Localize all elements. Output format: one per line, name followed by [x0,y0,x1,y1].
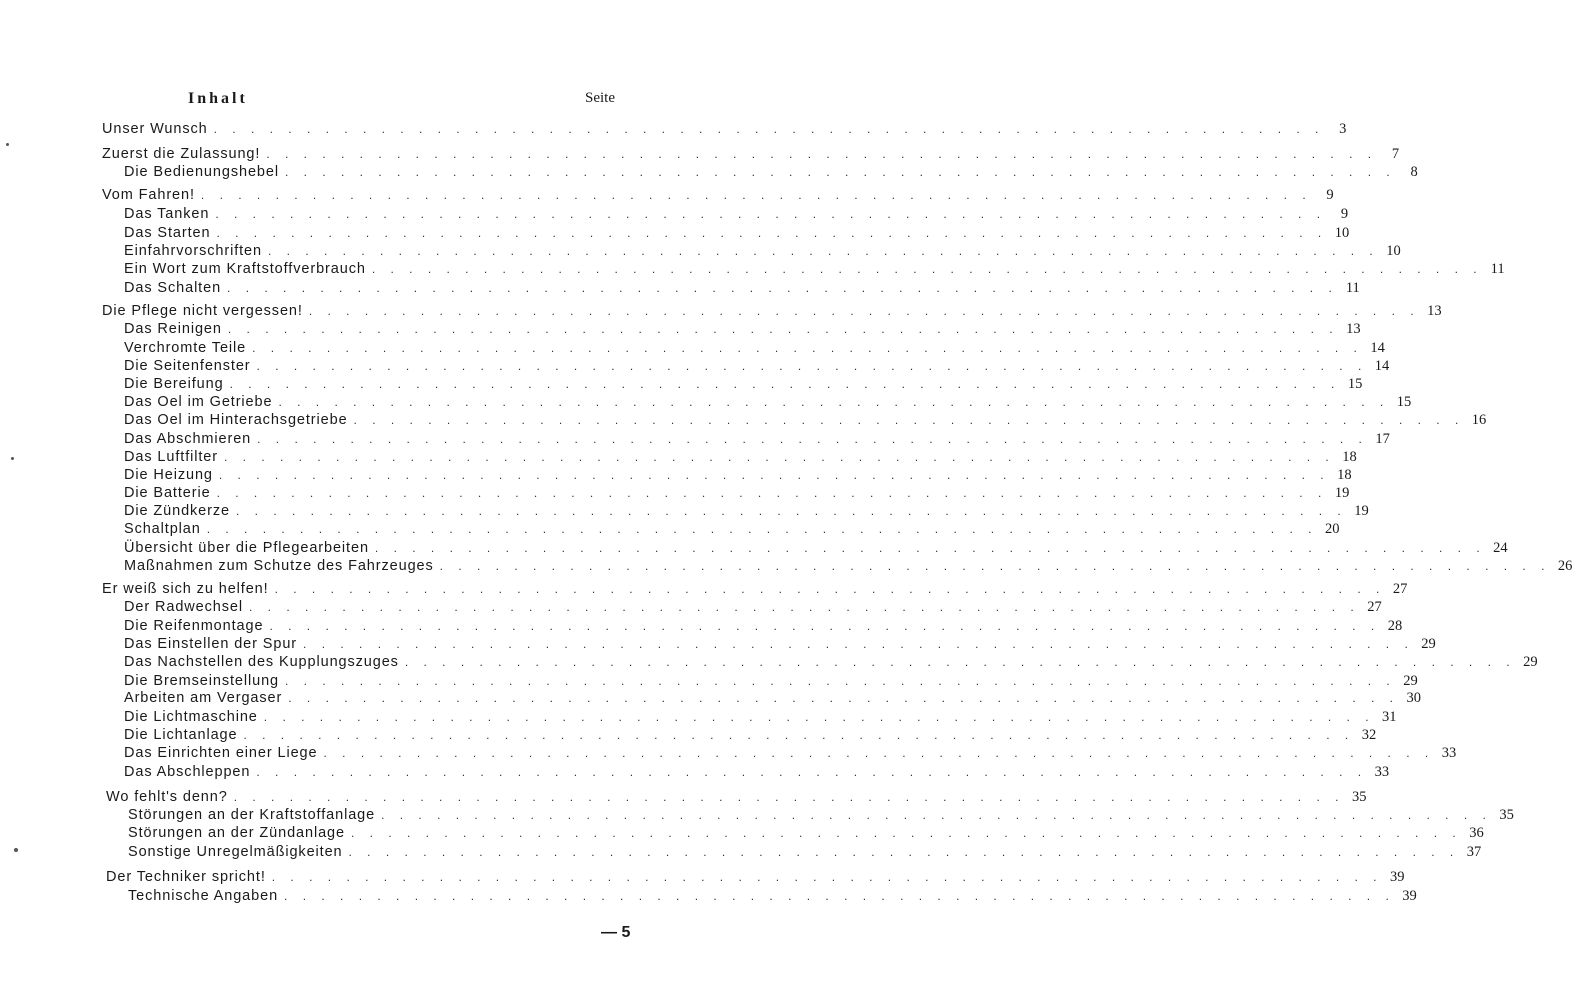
toc-entry [124,654,1538,674]
toc-entry [124,727,1377,747]
dot-leader: . . . . . . . . . . . . . . . . . . . . . . . . . . . . . . . . . . . . . . . . . . . . . . . . . . . . . . . . . . . . [303,637,1414,651]
toc-entry-label: Das Reinigen [124,321,228,337]
dot-leader: . . . . . . . . . . . . . . . . . . . . . . . . . . . . . . . . . . . . . . . . . . . . . . . . . . . . . . . . . . . . [227,281,1338,295]
toc-entry-label: Verchromte Teile [124,340,252,356]
toc-entry [102,303,1442,323]
toc-entry-label: Sonstige Unregelmäßigkeiten [128,844,349,860]
toc-entry-label: Die Reifenmontage [124,618,269,634]
toc-entry [124,321,1361,341]
toc-entry-page: 39 [1402,888,1417,904]
toc-entry-label: Die Heizung [124,467,219,483]
dot-leader: . . . . . . . . . . . . . . . . . . . . . . . . . . . . . . . . . . . . . . . . . . . . . . . . . . . . . . . . . . . . [206,522,1318,536]
dot-leader: . . . . . . . . . . . . . . . . . . . . . . . . . . . . . . . . . . . . . . . . . . . . . . . . . . . . . . . . . . . . [248,600,1360,614]
toc-entry-label: Das Abschleppen [124,764,256,780]
toc-entry-page: 9 [1326,187,1334,203]
toc-entry [124,709,1397,729]
toc-entry-label: Störungen an der Kraftstoffanlage [128,807,381,823]
toc-entry [124,206,1349,226]
scan-speck [11,457,14,460]
dot-leader: . . . . . . . . . . . . . . . . . . . . . . . . . . . . . . . . . . . . . . . . . . . . . . . . . . . . . . . . . . . . [274,582,1386,596]
dot-leader: . . . . . . . . . . . . . . . . . . . . . . . . . . . . . . . . . . . . . . . . . . . . . . . . . . . . . . . . . . . . [350,826,1462,840]
toc-entry-label: Das Oel im Hinterachsgetriebe [124,412,354,428]
dot-leader: . . . . . . . . . . . . . . . . . . . . . . . . . . . . . . . . . . . . . . . . . . . . . . . . . . . . . . . . . . . . [323,746,1435,760]
dot-leader: . . . . . . . . . . . . . . . . . . . . . . . . . . . . . . . . . . . . . . . . . . . . . . . . . . . . . . . . . . . . [216,486,1328,500]
toc-entry-label: Das Schalten [124,280,227,296]
dot-leader: . . . . . . . . . . . . . . . . . . . . . . . . . . . . . . . . . . . . . . . . . . . . . . . . . . . . . . . . . . . . [348,845,1460,859]
toc-entry-label: Einfahrvorschriften [124,243,268,259]
toc-entry-page: 28 [1387,618,1403,634]
toc-entry-page: 31 [1382,709,1397,725]
toc-title: Inhalt [188,90,248,107]
toc-entry-label: Arbeiten am Vergaser [124,690,288,706]
toc-entry-label: Das Einstellen der Spur [124,636,303,652]
toc-entry [102,121,1347,141]
toc-entry [124,394,1412,414]
toc-entry-label: Die Lichtmaschine [124,709,264,725]
toc-entry [124,558,1572,578]
toc-entry-label: Die Batterie [124,485,217,501]
toc-entry [106,789,1367,809]
toc-entry [124,225,1350,245]
toc-entry [124,412,1487,432]
toc-entry [124,280,1360,300]
dot-leader: . . . . . . . . . . . . . . . . . . . . . . . . . . . . . . . . . . . . . . . . . . . . . . . . . . . . . . . . . . . . [216,226,1328,240]
toc-entry [124,164,1418,184]
toc-entry-page: 20 [1324,521,1340,537]
toc-entry-label: Das Tanken [124,206,215,222]
toc-entry-page: 19 [1334,485,1350,501]
dot-leader: . . . . . . . . . . . . . . . . . . . . . . . . . . . . . . . . . . . . . . . . . . . . . . . . . . . . . . . . . . . . [404,655,1516,669]
toc-entry [102,146,1400,166]
dot-leader: . . . . . . . . . . . . . . . . . . . . . . . . . . . . . . . . . . . . . . . . . . . . . . . . . . . . . . . . . . . . [288,691,1399,705]
toc-entry-label: Wo fehlt's denn? [106,789,234,805]
dot-leader: . . . . . . . . . . . . . . . . . . . . . . . . . . . . . . . . . . . . . . . . . . . . . . . . . . . . . . . . . . . . [233,790,1345,804]
dot-leader: . . . . . . . . . . . . . . . . . . . . . . . . . . . . . . . . . . . . . . . . . . . . . . . . . . . . . . . . . . . . [284,165,1396,179]
toc-entry [128,844,1482,864]
dot-leader: . . . . . . . . . . . . . . . . . . . . . . . . . . . . . . . . . . . . . . . . . . . . . . . . . . . . . . . . . . . . [257,432,1368,446]
toc-entry [124,449,1357,469]
toc-entry-label: Technische Angaben [128,888,284,904]
dot-leader: . . . . . . . . . . . . . . . . . . . . . . . . . . . . . . . . . . . . . . . . . . . . . . . . . . . . . . . . . . . . [271,870,1383,884]
toc-entry [124,467,1352,487]
toc-entry-page: 35 [1351,789,1367,805]
toc-entry [124,358,1390,378]
toc-entry [124,431,1390,451]
dot-leader: . . . . . . . . . . . . . . . . . . . . . . . . . . . . . . . . . . . . . . . . . . . . . . . . . . . . . . . . . . . . [215,207,1327,221]
toc-entry [124,243,1401,263]
dot-leader: . . . . . . . . . . . . . . . . . . . . . . . . . . . . . . . . . . . . . . . . . . . . . . . . . . . . . . . . . . . . [371,262,1483,276]
toc-entry [124,690,1421,710]
toc-entry-label: Der Radwechsel [124,599,249,615]
toc-entry-label: Das Luftfilter [124,449,224,465]
dot-leader: . . . . . . . . . . . . . . . . . . . . . . . . . . . . . . . . . . . . . . . . . . . . . . . . . . . . . . . . . . . . [218,468,1330,482]
toc-entry [128,888,1417,908]
toc-entry-page: 10 [1386,243,1401,259]
toc-entry-page: 7 [1391,146,1400,162]
toc-entry-label: Das Oel im Getriebe [124,394,278,410]
dot-leader: . . . . . . . . . . . . . . . . . . . . . . . . . . . . . . . . . . . . . . . . . . . . . . . . . . . . . . . . . . . . [439,559,1551,573]
toc-entry-label: Er weiß sich zu helfen! [102,581,275,597]
toc-entry-label: Das Abschmieren [124,431,257,447]
toc-entry-page: 32 [1361,727,1377,743]
dot-leader: . . . . . . . . . . . . . . . . . . . . . . . . . . . . . . . . . . . . . . . . . . . . . . . . . . . . . . . . . . . . [269,619,1381,633]
scan-speck [14,848,18,852]
toc-entry [124,764,1390,784]
toc-entry-page: 30 [1406,690,1421,706]
toc-entry-label: Die Zündkerze [124,503,236,519]
toc-entry-label: Das Starten [124,225,216,241]
toc-entry-page: 11 [1345,280,1360,296]
toc-entry [124,261,1505,281]
toc-entry-page: 9 [1340,206,1349,222]
toc-entry-label: Übersicht über die Pflegearbeiten [124,540,375,556]
toc-entry [124,618,1403,638]
toc-entry-label: Die Pflege nicht vergessen! [102,303,309,319]
toc-entry-page: 29 [1421,636,1436,652]
toc-entry-label: Maßnahmen zum Schutze des Fahrzeuges [124,558,440,574]
dot-leader: . . . . . . . . . . . . . . . . . . . . . . . . . . . . . . . . . . . . . . . . . . . . . . . . . . . . . . . . . . . . [213,122,1325,136]
dot-leader: . . . . . . . . . . . . . . . . . . . . . . . . . . . . . . . . . . . . . . . . . . . . . . . . . . . . . . . . . . . . [243,728,1355,742]
dot-leader: . . . . . . . . . . . . . . . . . . . . . . . . . . . . . . . . . . . . . . . . . . . . . . . . . . . . . . . . . . . . [252,341,1363,355]
toc-entry-label: Die Bereifung [124,376,230,392]
toc-entry-page: 29 [1523,654,1538,670]
toc-entry-page: 33 [1374,764,1390,780]
toc-entry-label: Der Techniker spricht! [106,869,272,885]
toc-entry-page: 15 [1396,394,1412,410]
toc-entry [124,745,1457,765]
toc-entry-page: 10 [1334,225,1350,241]
toc-entry-label: Das Nachstellen des Kupplungszuges [124,654,405,670]
toc-entry [106,869,1405,889]
dot-leader: . . . . . . . . . . . . . . . . . . . . . . . . . . . . . . . . . . . . . . . . . . . . . . . . . . . . . . . . . . . . [263,710,1375,724]
toc-entry-page: 29 [1403,673,1418,689]
toc-entry-label: Ein Wort zum Kraftstoffverbrauch [124,261,372,277]
dot-leader: . . . . . . . . . . . . . . . . . . . . . . . . . . . . . . . . . . . . . . . . . . . . . . . . . . . . . . . . . . . . [374,541,1486,555]
toc-entry-page: 8 [1410,164,1418,180]
toc-entry [128,825,1484,845]
dot-leader: . . . . . . . . . . . . . . . . . . . . . . . . . . . . . . . . . . . . . . . . . . . . . . . . . . . . . . . . . . . . [268,244,1379,258]
dot-leader: . . . . . . . . . . . . . . . . . . . . . . . . . . . . . . . . . . . . . . . . . . . . . . . . . . . . . . . . . . . . [353,413,1465,427]
toc-entry [124,521,1340,541]
toc-entry-page: 11 [1490,261,1505,277]
dot-leader: . . . . . . . . . . . . . . . . . . . . . . . . . . . . . . . . . . . . . . . . . . . . . . . . . . . . . . . . . . . . [256,359,1368,373]
toc-entry-page: 27 [1367,599,1382,615]
dot-leader: . . . . . . . . . . . . . . . . . . . . . . . . . . . . . . . . . . . . . . . . . . . . . . . . . . . . . . . . . . . . [278,395,1390,409]
toc-entry-page: 14 [1370,340,1385,356]
toc-entry [128,807,1514,827]
toc-entry [124,340,1385,360]
toc-entry [124,599,1382,619]
toc-entry-page: 17 [1375,431,1390,447]
dot-leader: . . . . . . . . . . . . . . . . . . . . . . . . . . . . . . . . . . . . . . . . . . . . . . . . . . . . . . . . . . . . [284,889,1395,903]
toc-entry-page: 36 [1469,825,1484,841]
toc-entry-label: Die Lichtanlage [124,727,243,743]
toc-entry-page: 18 [1342,449,1357,465]
toc-entry-page: 13 [1346,321,1361,337]
dot-leader: . . . . . . . . . . . . . . . . . . . . . . . . . . . . . . . . . . . . . . . . . . . . . . . . . . . . . . . . . . . . [381,808,1492,822]
toc-entry-label: Die Bremseinstellung [124,673,285,689]
toc-entry-label: Vom Fahren! [102,187,201,203]
toc-entry [124,485,1350,505]
dot-leader: . . . . . . . . . . . . . . . . . . . . . . . . . . . . . . . . . . . . . . . . . . . . . . . . . . . . . . . . . . . . [236,504,1347,518]
toc-entry-page: 18 [1337,467,1352,483]
dot-leader: . . . . . . . . . . . . . . . . . . . . . . . . . . . . . . . . . . . . . . . . . . . . . . . . . . . . . . . . . . . . [256,765,1368,779]
toc-entry [124,540,1508,560]
dot-leader: . . . . . . . . . . . . . . . . . . . . . . . . . . . . . . . . . . . . . . . . . . . . . . . . . . . . . . . . . . . . [200,188,1312,202]
toc-entry-page: 13 [1427,303,1442,319]
toc-entry-label: Die Bedienungshebel [124,164,285,180]
dot-leader: . . . . . . . . . . . . . . . . . . . . . . . . . . . . . . . . . . . . . . . . . . . . . . . . . . . . . . . . . . . . [229,377,1341,391]
toc-entry-label: Störungen an der Zündanlage [128,825,351,841]
toc-entry-page: 37 [1466,844,1482,860]
toc-entry-page: 3 [1339,121,1347,137]
toc-entry-page: 15 [1347,376,1363,392]
toc-entry-page: 19 [1354,503,1369,519]
toc-entry-page: 16 [1471,412,1487,428]
toc-entry [124,503,1369,523]
toc-entry-label: Zuerst die Zulassung! [102,146,266,162]
dot-leader: . . . . . . . . . . . . . . . . . . . . . . . . . . . . . . . . . . . . . . . . . . . . . . . . . . . . . . . . . . . . [224,450,1335,464]
dot-leader: . . . . . . . . . . . . . . . . . . . . . . . . . . . . . . . . . . . . . . . . . . . . . . . . . . . . . . . . . . . . [308,304,1420,318]
toc-entry-label: Die Seitenfenster [124,358,257,374]
toc-entry [124,636,1436,656]
dot-leader: . . . . . . . . . . . . . . . . . . . . . . . . . . . . . . . . . . . . . . . . . . . . . . . . . . . . . . . . . . . . [266,147,1378,161]
toc-entry-page: 24 [1493,540,1508,556]
toc-entry [102,581,1408,601]
toc-entry-page: 27 [1392,581,1408,597]
toc-entry [102,187,1334,207]
toc-entry [124,376,1363,396]
toc-entry-page: 39 [1390,869,1405,885]
toc-entry-label: Das Einrichten einer Liege [124,745,323,761]
page-number: — 5 [601,924,631,941]
toc-entry-page: 33 [1441,745,1457,761]
toc-entry-page: 14 [1374,358,1390,374]
toc-entry-label: Unser Wunsch [102,121,214,137]
page-column-label: Seite [585,90,615,106]
toc-entry-page: 35 [1499,807,1514,823]
toc-entry-page: 26 [1557,558,1572,574]
dot-leader: . . . . . . . . . . . . . . . . . . . . . . . . . . . . . . . . . . . . . . . . . . . . . . . . . . . . . . . . . . . . [285,674,1396,688]
scan-speck [6,143,9,146]
dot-leader: . . . . . . . . . . . . . . . . . . . . . . . . . . . . . . . . . . . . . . . . . . . . . . . . . . . . . . . . . . . . [227,322,1339,336]
toc-entry-label: Schaltplan [124,521,207,537]
